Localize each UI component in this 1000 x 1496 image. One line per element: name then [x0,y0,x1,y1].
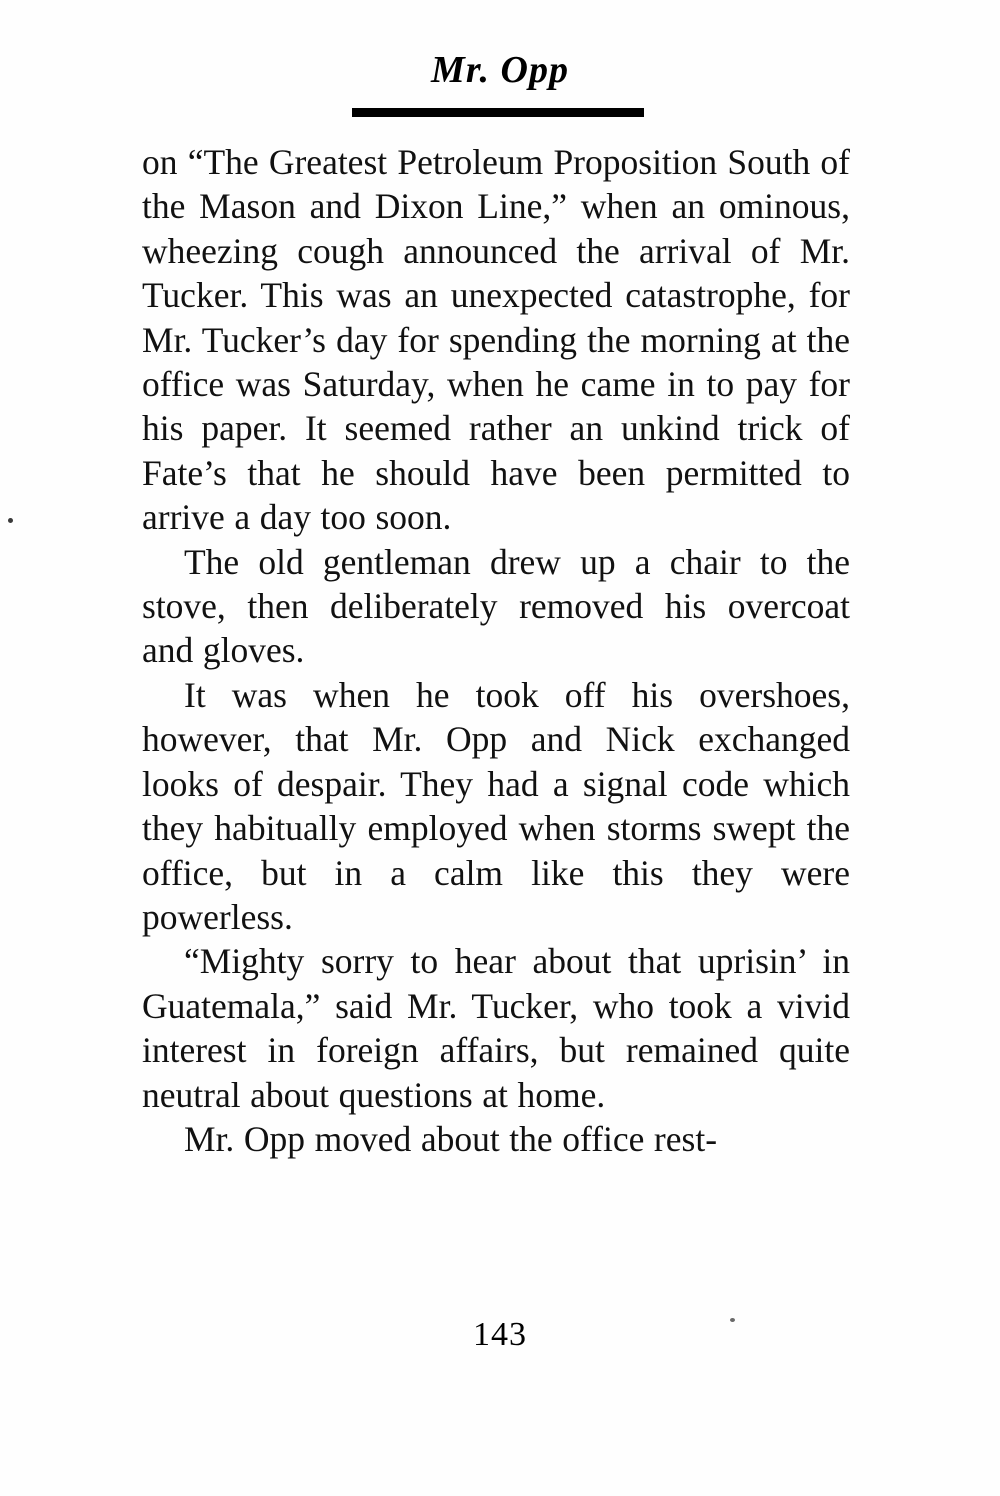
page-running-head: Mr. Opp [431,49,569,91]
body-paragraph: The old gentleman drew up a chair to the stove, then deliberately removed his overcoat and gloves. [142,541,850,671]
page-speck-left [8,518,13,523]
body-paragraph: “Mighty sorry to hear about that uprisin’ in Guatemala,” said Mr. Tucker, who took a vivid interest in foreign affairs, but remained quite neutral about questions at home. [142,941,850,1115]
body-paragraph: on “The Greatest Petroleum Proposition South of the Mason and Dixon Line,” when an ominous, wheezing cough announced the arrival of Mr. Tucker. This was an unexpected catastrophe, for Mr. Tucker’s day for spending the morning at the office was Saturday, when he came in to pay for his paper. It seemed rather an unkind trick of Fate’s that he should have been permitted to arrive a day too soon. [142,142,850,538]
body-paragraph: Mr. Opp moved about the office rest- [184,1118,718,1159]
page-body-text [142,140,850,1161]
body-paragraph: It was when he took off his overshoes, however, that Mr. Opp and Nick exchanged looks of despair. They had a signal code which they habitually employed when storms swept the office, but in a calm like this they were powerless. [142,674,850,937]
page-number: 143 [473,1316,527,1353]
header-rule [352,108,644,117]
